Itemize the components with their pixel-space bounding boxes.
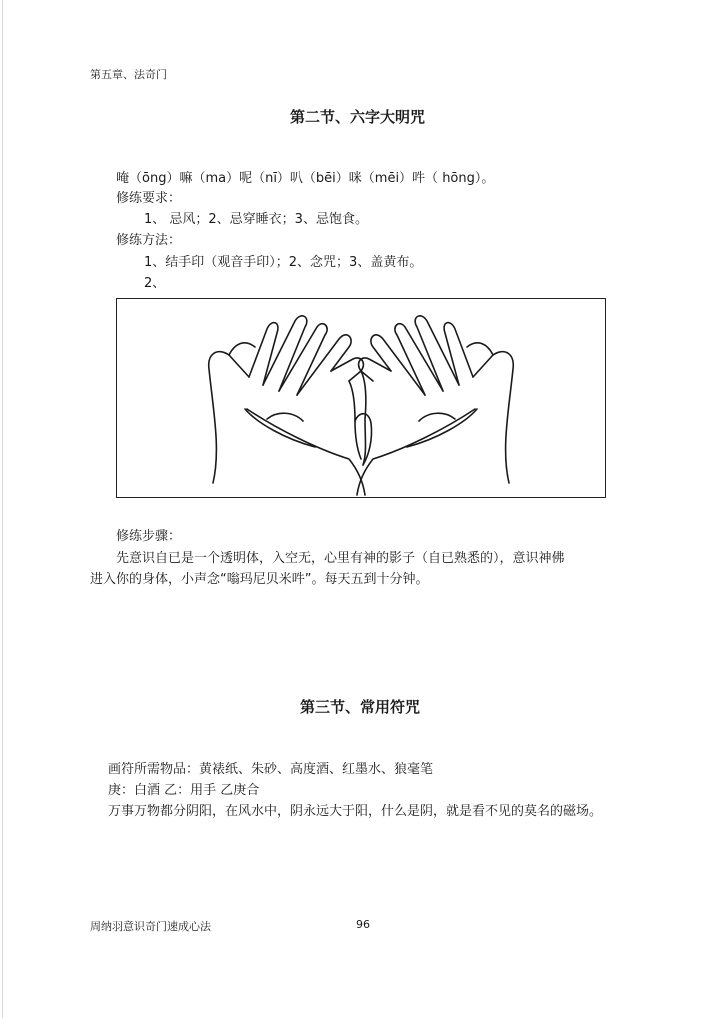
chapter-header: 第五章、法奇门 — [90, 68, 167, 81]
page-edge-line — [2, 0, 3, 1018]
footer-book-title: 周纳羽意识奇门速成心法 — [90, 920, 211, 933]
yin-yang-line: 万事万物都分阴阳，在风水中，阴永远大于阳，什么是阴，就是看不见的莫名的磁场。 — [108, 804, 603, 819]
page-number: 96 — [356, 918, 370, 931]
mudra-figure — [116, 298, 606, 498]
item-2: 2、 — [144, 276, 166, 291]
requirements-items: 1、 忌风；2、忌穿睡衣；3、忌饱食。 — [144, 212, 368, 227]
steps-line-1: 先意识自已是一个透明体，入空无，心里有神的影子（自已熟悉的），意识神佛 — [116, 551, 565, 566]
method-label: 修练方法： — [116, 233, 182, 248]
materials-line: 画符所需物品：黄裱纸、朱砂、高度酒、红墨水、狼毫笔 — [108, 762, 434, 777]
section3-title: 第三节、常用符咒 — [300, 698, 421, 716]
requirements-label: 修练要求： — [116, 191, 182, 206]
method-items: 1、结手印（观音手印）；2、念咒；3、盖黄布。 — [144, 255, 423, 270]
section2-title: 第二节、六字大明咒 — [290, 108, 426, 126]
steps-line-2: 进入你的身体，小声念“嗡玛尼贝米吽”。每天五到十分钟。 — [90, 572, 429, 587]
praying-hands-icon — [117, 299, 605, 497]
geng-yi-line: 庚：白酒 乙：用手 乙庚合 — [108, 783, 260, 798]
steps-label: 修练步骤： — [116, 529, 182, 544]
mantra-line: 唵（ōng）嘛（ma）呢（nī）叭（bēi）咪（mēi）吽（ hōng）。 — [116, 171, 495, 186]
